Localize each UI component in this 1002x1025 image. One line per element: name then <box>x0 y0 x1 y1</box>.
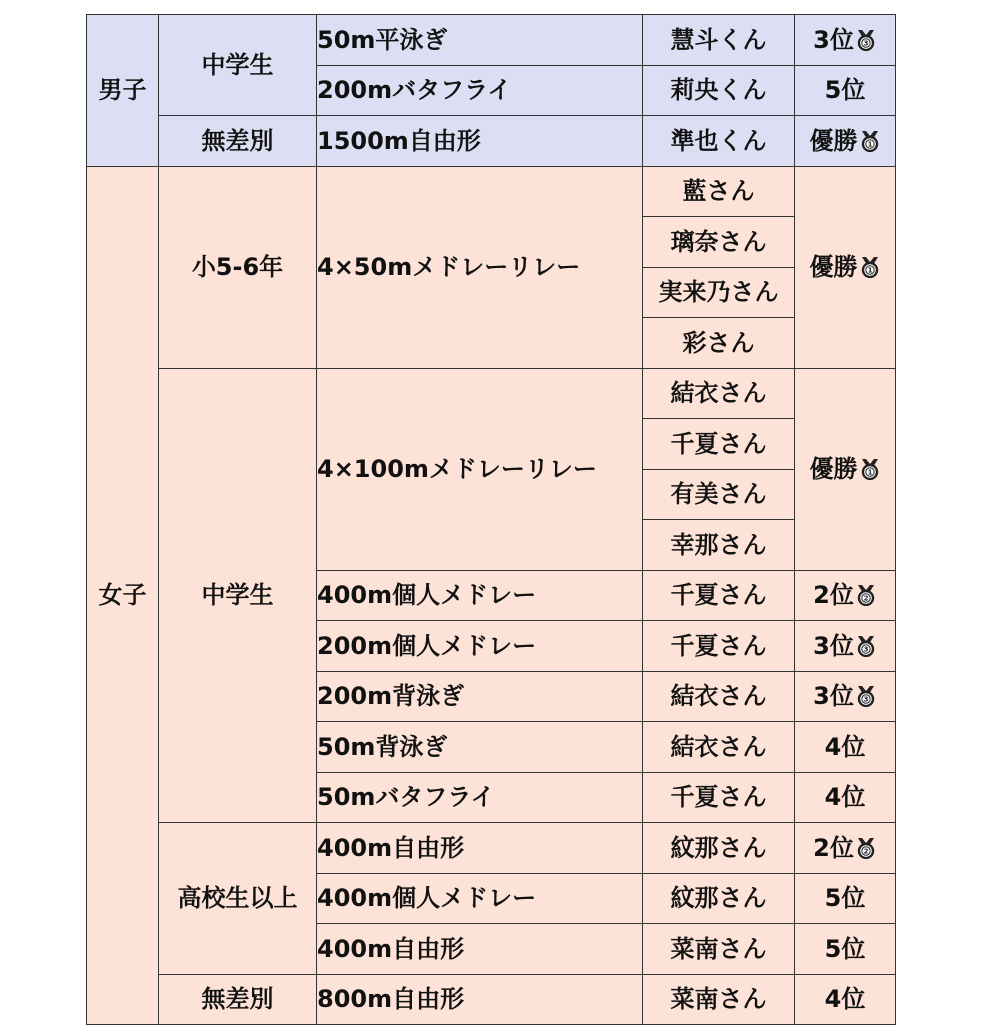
swimmer-name: 千夏さん <box>643 419 795 470</box>
rank-cell <box>795 15 896 66</box>
rank-text: 4位 <box>824 783 866 812</box>
event-name: 400m自由形 <box>317 823 643 874</box>
svg-text:1: 1 <box>867 266 872 275</box>
event-name: 50mバタフライ <box>317 772 643 823</box>
gender-label: 女子 <box>87 166 159 1025</box>
medal-icon <box>855 29 877 51</box>
svg-text:1: 1 <box>867 468 872 477</box>
swimmer-name: 有美さん <box>643 469 795 520</box>
table-row <box>87 974 896 1025</box>
swimmer-name: 結衣さん <box>643 722 795 773</box>
grade-label: 無差別 <box>159 974 317 1025</box>
rank-text: 5位 <box>824 884 866 913</box>
grade-label: 中学生 <box>159 368 317 823</box>
rank-text: 4位 <box>824 985 866 1014</box>
swimmer-name: 結衣さん <box>643 671 795 722</box>
medal-icon <box>859 130 881 152</box>
swimmer-name: 幸那さん <box>643 520 795 571</box>
svg-text:3: 3 <box>863 695 869 704</box>
rank-cell <box>795 65 896 116</box>
event-name: 200m個人メドレー <box>317 621 643 672</box>
rank-text: 優勝 <box>809 253 858 281</box>
event-name: 1500m自由形 <box>317 116 643 167</box>
swimmer-name: 藍さん <box>643 166 795 217</box>
swimmer-name: 菜南さん <box>643 974 795 1025</box>
rank-text: 5位 <box>824 76 866 105</box>
event-name: 400m自由形 <box>317 924 643 975</box>
rank-cell <box>795 974 896 1025</box>
results-table <box>86 14 896 1025</box>
svg-text:3: 3 <box>863 645 869 654</box>
swimmer-name: 千夏さん <box>643 772 795 823</box>
swimmer-name: 準也くん <box>643 116 795 167</box>
medal-icon <box>855 584 877 606</box>
rank-cell <box>795 873 896 924</box>
grade-label: 無差別 <box>159 116 317 167</box>
event-name: 800m自由形 <box>317 974 643 1025</box>
medal-icon <box>859 458 881 480</box>
rank-cell <box>795 671 896 722</box>
swimmer-name: 千夏さん <box>643 621 795 672</box>
medal-icon <box>855 685 877 707</box>
rank-text: 優勝 <box>809 126 858 155</box>
swimmer-name: 結衣さん <box>643 368 795 419</box>
swimmer-name: 璃奈さん <box>643 217 795 268</box>
medal-icon <box>855 635 877 657</box>
table-row <box>87 823 896 874</box>
rank-cell <box>795 570 896 621</box>
rank-text: 2位 <box>813 833 854 862</box>
swimmer-name: 紋那さん <box>643 823 795 874</box>
svg-text:3: 3 <box>863 39 869 48</box>
rank-cell <box>795 924 896 975</box>
table-row <box>87 368 896 419</box>
rank-cell <box>795 621 896 672</box>
rank-text: 4位 <box>824 732 866 761</box>
rank-text: 3位 <box>813 682 854 711</box>
event-name: 400m個人メドレー <box>317 570 643 621</box>
svg-text:2: 2 <box>863 847 869 856</box>
event-name: 4×50mメドレーリレー <box>317 166 643 368</box>
table-row <box>87 166 896 217</box>
gender-label: 男子 <box>87 15 159 167</box>
rank-text: 2位 <box>813 581 854 610</box>
swimmer-name: 千夏さん <box>643 570 795 621</box>
rank-cell <box>795 823 896 874</box>
rank-cell <box>795 722 896 773</box>
event-name: 50m背泳ぎ <box>317 722 643 773</box>
rank-cell <box>795 772 896 823</box>
table-row <box>87 116 896 167</box>
swimmer-name: 実来乃さん <box>643 267 795 318</box>
rank-text: 3位 <box>813 631 854 660</box>
rank-text: 3位 <box>813 25 854 54</box>
swimmer-name: 紋那さん <box>643 873 795 924</box>
rank-cell <box>795 368 896 570</box>
grade-label: 中学生 <box>159 15 317 116</box>
swimmer-name: 菜南さん <box>643 924 795 975</box>
rank-cell <box>795 166 896 368</box>
medal-icon <box>859 256 881 278</box>
svg-text:1: 1 <box>867 140 872 149</box>
table-row <box>87 15 896 66</box>
swimmer-name: 莉央くん <box>643 65 795 116</box>
svg-text:2: 2 <box>863 594 869 603</box>
rank-text: 優勝 <box>809 455 858 483</box>
event-name: 50m平泳ぎ <box>317 15 643 66</box>
swimmer-name: 慧斗くん <box>643 15 795 66</box>
rank-cell <box>795 116 896 167</box>
medal-icon <box>855 837 877 859</box>
rank-text: 5位 <box>824 934 866 963</box>
swimmer-name: 彩さん <box>643 318 795 369</box>
event-name: 200mバタフライ <box>317 65 643 116</box>
event-name: 400m個人メドレー <box>317 873 643 924</box>
event-name: 4×100mメドレーリレー <box>317 368 643 570</box>
grade-label: 高校生以上 <box>159 823 317 975</box>
grade-label: 小5-6年 <box>159 166 317 368</box>
event-name: 200m背泳ぎ <box>317 671 643 722</box>
